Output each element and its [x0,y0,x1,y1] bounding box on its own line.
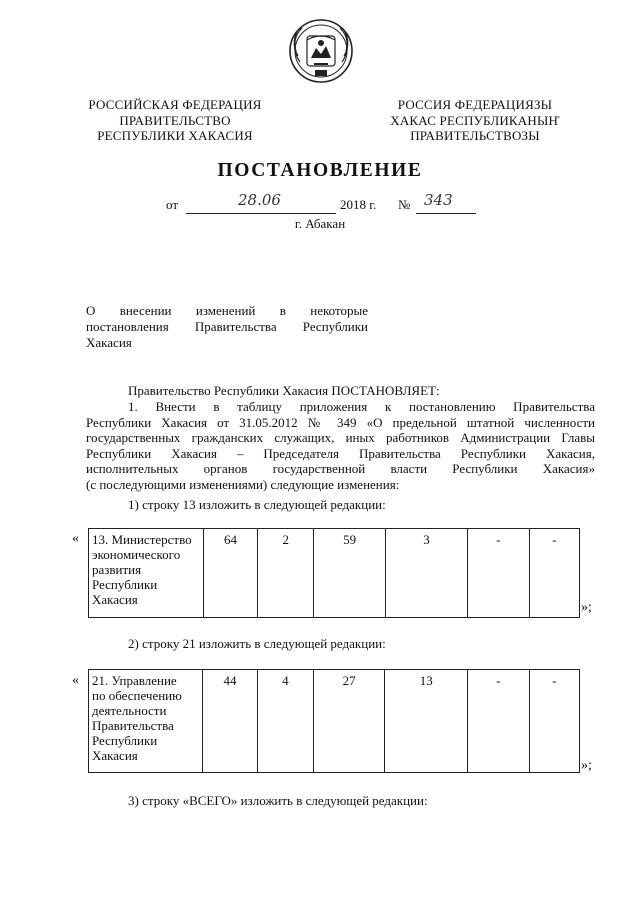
item-1-line: исполнительных органов государственной власти Республики Хакасия» [86,461,595,476]
date-handwritten: 28.06 [238,191,281,209]
close-quote-2: »; [581,758,592,773]
subitem-2: 2) строку 21 изложить в следующей редакции: [128,636,386,651]
subject-line: Хакасия [86,335,132,350]
item-1-paragraph [86,399,595,492]
table-row-21 [88,669,580,773]
header-right-line-1: РОССИЯ ФЕДЕРАЦИЯЗЫ [397,97,553,112]
table-cell: 13 [385,670,468,773]
subitem-1: 1) строку 13 изложить в следующей редакции: [128,497,386,512]
item-1-line: (с последующими изменениями) следующие изменения: [86,476,400,492]
header-right-line-3: ПРАВИТЕЛЬСТВОЗЫ [410,128,540,143]
table-cell: - [529,529,579,618]
close-quote-1: »; [581,600,592,615]
table-cell: 3 [385,529,467,618]
document-title: ПОСТАНОВЛЕНИЕ [217,160,423,181]
header-left-line-2: ПРАВИТЕЛЬСТВО [119,112,231,128]
number-handwritten: 343 [424,191,453,209]
header-left-block [70,97,280,144]
table-cell: 4 [257,670,313,773]
subject-line: О внесении изменений в некоторые [86,303,368,318]
table-cell: 64 [203,529,258,618]
table-cell: - [529,670,579,773]
open-quote-2: « [72,673,79,688]
header-right-block [365,97,585,144]
subject-block [86,303,368,351]
number-field [416,191,476,214]
table-cell: - [468,529,530,618]
number-label: № [398,197,411,212]
table-cell-name: 13. Министерство экономического развития Республики Хакасия [89,529,204,618]
table-cell-name: 21. Управление по обеспечению деятельности Правительства Республики Хакасия [89,670,203,773]
item-1-line: Республики Хакасия – Председателя Правительства Республики Хакасия, [86,445,595,461]
header-left-line-3: РЕСПУБЛИКИ ХАКАСИЯ [97,128,253,143]
date-from-label: от [166,197,179,212]
resolves-line: Правительство Республики Хакасия ПОСТАНОВЛЯЕТ: [128,383,440,398]
date-field [186,191,336,214]
table-row-13 [88,528,580,618]
city-line: г. Абакан [294,216,346,231]
subject-line: постановления Правительства Республики [86,319,368,334]
item-1-line: 1. Внести в таблицу приложения к постановлению Правительства [128,399,595,414]
coat-of-arms-emblem [288,18,354,84]
date-year: 2018 г. [340,197,377,212]
table-cell: 27 [313,670,384,773]
header-left-line-1: РОССИЙСКАЯ ФЕДЕРАЦИЯ [88,97,262,112]
subitem-3: 3) строку «ВСЕГО» изложить в следующей редакции: [128,793,428,808]
table-cell: 44 [203,670,258,773]
table-cell: - [468,670,530,773]
table-cell: 2 [258,529,314,618]
header-right-line-2: ХАКАС РЕСПУБЛИКАНЫҤ [390,112,560,128]
item-1-line: Республики Хакасия от 31.05.2012 № 349 «О предельной штатной численности [86,414,595,430]
table-cell: 59 [314,529,385,618]
open-quote-1: « [72,531,79,546]
item-1-line: государственных гражданских служащих, иных работников Администрации Главы [86,430,595,445]
